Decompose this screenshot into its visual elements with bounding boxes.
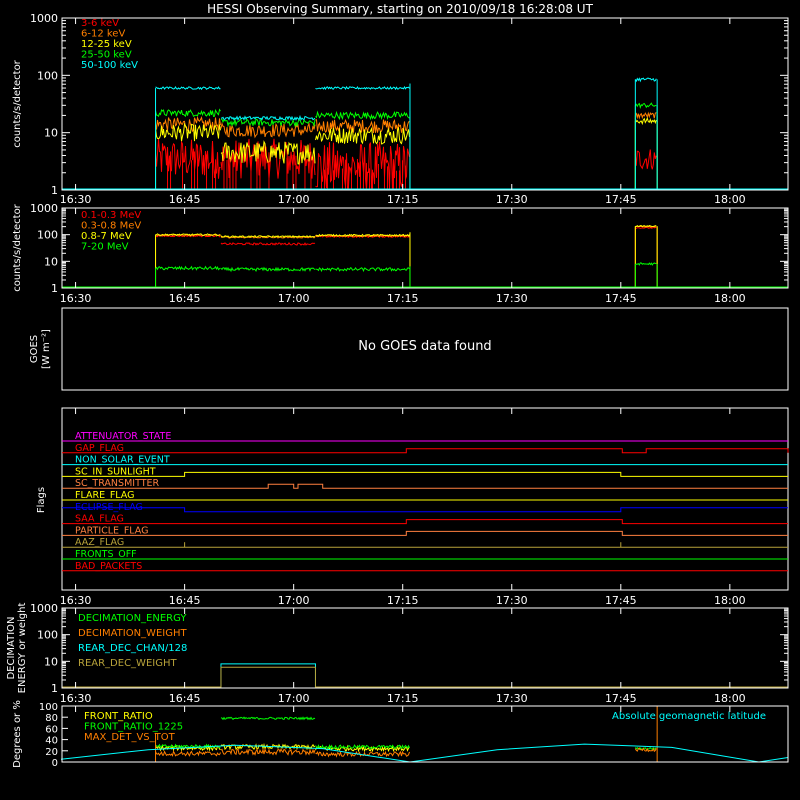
decimation-ylabel: DECIMATION (6, 616, 17, 680)
flags-xtick-label: 16:45 (168, 594, 201, 607)
decimation-xtick-label: 16:30 (59, 692, 92, 705)
flag-label: SC_TRANSMITTER (75, 478, 160, 490)
high-energy-xtick-label: 18:00 (713, 292, 746, 305)
high-energy-legend-item: 0.1-0.3 MeV (81, 210, 142, 221)
decimation-legend-item: DECIMATION_ENERGY (78, 613, 187, 624)
decimation-ytick-label: 100 (37, 628, 58, 642)
low-energy-legend-item: 12-25 keV (81, 39, 132, 50)
flags-xtick-label: 16:30 (59, 594, 92, 607)
decimation-xtick-label: 17:30 (495, 692, 528, 705)
high-energy-xtick-label: 17:45 (604, 292, 637, 305)
ratio-ytick-label: 20 (45, 746, 58, 758)
flag-label: NON_SOLAR_EVENT (75, 454, 170, 466)
low-energy-xtick-label: 16:45 (168, 193, 201, 206)
high-energy-xtick-label: 17:15 (386, 292, 419, 305)
low-energy-legend-item: 3-6 keV (81, 18, 119, 29)
flags-xtick-label: 17:30 (495, 594, 528, 607)
ratio-ytick-label: 60 (45, 724, 58, 736)
low-energy-ytick-label: 1000 (30, 12, 58, 25)
low-energy-ytick-label: 100 (37, 69, 58, 83)
ratio-ytick-label: 40 (45, 735, 58, 747)
flag-label: AAZ_FLAG (75, 537, 125, 549)
goes-ylabel-units: [W m⁻²] (41, 329, 52, 369)
high-energy-legend-item: 0.8-7 MeV (81, 231, 132, 242)
decimation-legend-item: REAR_DEC_WEIGHT (78, 658, 177, 669)
flag-label: BAD_PACKETS (75, 560, 143, 572)
flag-label: PARTICLE_FLAG (75, 525, 149, 537)
low-energy-xtick-label: 17:45 (604, 193, 637, 206)
decimation-xtick-label: 18:00 (713, 692, 746, 705)
low-energy-ytick-label: 1 (51, 184, 58, 197)
high-energy-ytick-label: 1000 (30, 202, 58, 215)
decimation-legend-item: DECIMATION_WEIGHT (78, 628, 187, 639)
high-energy-ytick-label: 10 (44, 255, 58, 269)
decimation-xtick-label: 17:15 (386, 692, 419, 705)
low-energy-xtick-label: 17:00 (277, 193, 310, 206)
low-energy-legend-item: 50-100 keV (81, 60, 139, 71)
low-energy-xtick-label: 16:30 (59, 193, 92, 206)
high-energy-ytick-label: 1 (51, 282, 58, 295)
decimation-ytick-label: 1000 (30, 602, 58, 615)
flags-xtick-label: 17:00 (277, 594, 310, 607)
goes-ylabel: GOES (29, 334, 40, 364)
flag-label: FRONTS_OFF (75, 549, 137, 560)
ratio-ytick-label: 80 (45, 713, 58, 725)
high-energy-xtick-label: 17:30 (495, 292, 528, 305)
high-energy-legend-item: 7-20 MeV (81, 241, 129, 253)
high-energy-xtick-label: 16:30 (59, 292, 92, 305)
decimation-xtick-label: 16:45 (168, 692, 201, 705)
flag-label: ECLIPSE_FLAG (75, 501, 143, 513)
flags-ylabel: Flags (36, 486, 47, 514)
low-energy-ytick-label: 10 (44, 126, 58, 140)
flags-xtick-label: 17:45 (604, 594, 637, 607)
high-energy-ylabel: counts/s/detector (12, 204, 23, 292)
high-energy-ytick-label: 100 (37, 228, 58, 242)
flag-label: SC_IN_SUNLIGHT (75, 466, 156, 478)
low-energy-legend-item: 25-50 keV (81, 49, 132, 61)
decimation-ylabel-2: ENERGY or weight (17, 602, 28, 694)
figure-title: HESSI Observing Summary, starting on 2010/09/18 16:28:08 UT (207, 2, 593, 16)
ratio-ytick-label: 100 (38, 702, 58, 713)
flag-label: FLARE_FLAG (75, 490, 135, 501)
flag-label: SAA_FLAG (75, 513, 124, 525)
flag-label: ATTENUATOR_STATE (75, 431, 172, 442)
low-energy-legend-item: 6-12 keV (81, 28, 126, 40)
geomagnetic-latitude-label: Absolute geomagnetic latitude (612, 711, 766, 722)
low-energy-xtick-label: 17:15 (386, 193, 419, 206)
high-energy-xtick-label: 16:45 (168, 292, 201, 305)
decimation-legend-item: REAR_DEC_CHAN/128 (78, 643, 188, 654)
decimation-xtick-label: 17:45 (604, 692, 637, 705)
low-energy-ylabel: counts/s/detector (12, 60, 23, 148)
decimation-ytick-label: 1 (51, 682, 58, 695)
low-energy-xtick-label: 17:30 (495, 193, 528, 206)
flags-xtick-label: 17:15 (386, 594, 419, 607)
decimation-xtick-label: 17:00 (277, 692, 310, 705)
ratio-legend-item: FRONT_RATIO (84, 711, 153, 722)
flags-xtick-label: 18:00 (713, 594, 746, 607)
goes-no-data-message: No GOES data found (358, 339, 492, 354)
ratio-legend-item: FRONT_RATIO_1225 (84, 721, 184, 733)
flag-label: GAP_FLAG (75, 442, 125, 454)
high-energy-legend-item: 0.3-0.8 MeV (81, 220, 142, 232)
low-energy-xtick-label: 18:00 (713, 193, 746, 206)
ratio-ylabel: Degrees or % (12, 700, 23, 768)
ratio-ytick-label: 0 (51, 758, 58, 769)
ratio-legend-item: MAX_DET_VS_TOT (84, 732, 175, 743)
decimation-ytick-label: 10 (44, 655, 58, 669)
high-energy-xtick-label: 17:00 (277, 292, 310, 305)
